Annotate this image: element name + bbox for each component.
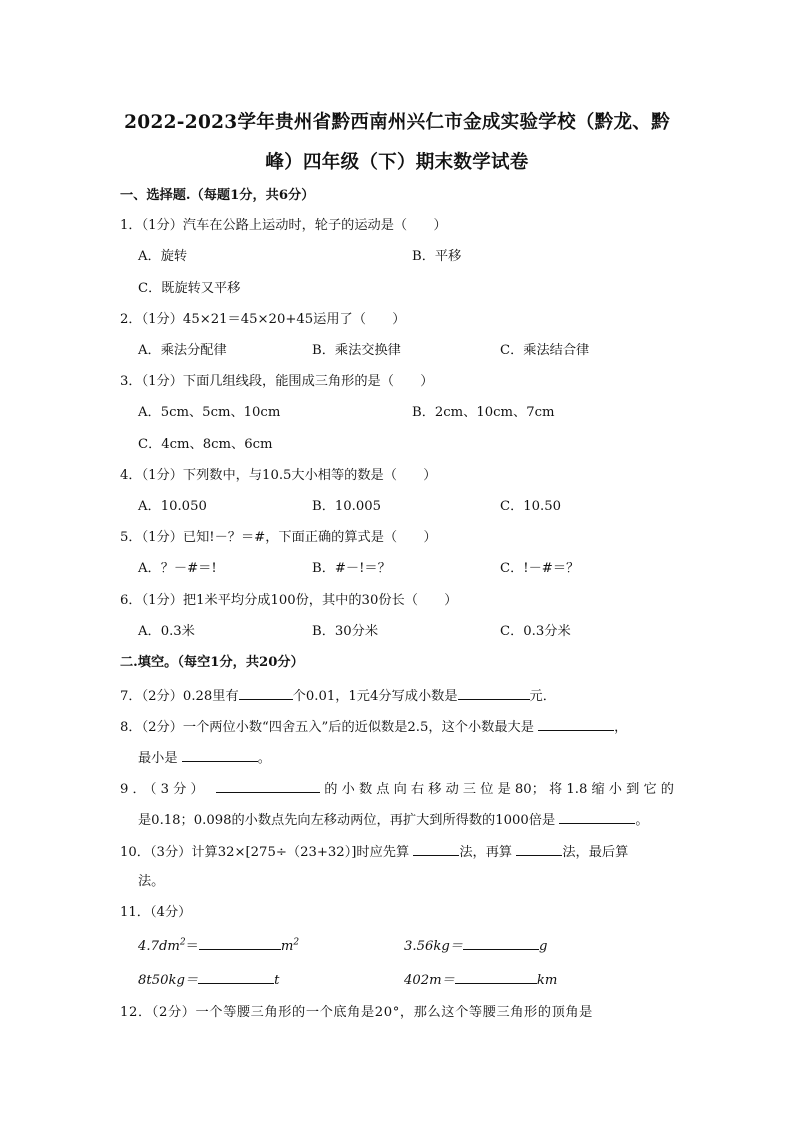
question-11-item-d: 402m＝ km bbox=[404, 970, 557, 990]
question-3-option-c: C．4cm、8cm、6cm bbox=[138, 437, 273, 452]
question-1-option-c: C．既旋转又平移 bbox=[138, 281, 241, 296]
question-5-option-b: B．#－!＝？ bbox=[312, 561, 391, 576]
question-6-stem: 6．（1分）把1米平均分成100份，其中的30份长（ ） bbox=[120, 593, 458, 608]
question-8-line-1 bbox=[120, 717, 627, 737]
answer-blank[interactable] bbox=[182, 748, 258, 762]
section-choice-heading: 一、选择题.（每题1分，共6分） bbox=[120, 188, 315, 203]
question-5-stem: 5．（1分）已知!－？＝#，下面正确的算式是（ ） bbox=[120, 530, 437, 545]
question-2-option-c: C．乘法结合律 bbox=[500, 343, 590, 358]
question-3-option-b: B．2cm、10cm、7cm bbox=[412, 405, 555, 420]
question-6-option-c: C．0.3分米 bbox=[500, 624, 571, 639]
question-6-option-a: A．0.3米 bbox=[138, 624, 195, 639]
question-10-line-2: 法。 bbox=[138, 874, 165, 889]
question-8-text-2: ， bbox=[614, 720, 628, 735]
question-7-text-2: 个0.01，1元4分写成小数是 bbox=[292, 689, 458, 704]
question-11-item-b: 3.56kg＝ g bbox=[404, 936, 547, 956]
question-8-text-4: 。 bbox=[257, 751, 271, 766]
answer-blank[interactable] bbox=[559, 810, 635, 824]
answer-blank[interactable] bbox=[199, 936, 281, 950]
question-9-text-1: 9．（3分） bbox=[120, 782, 208, 797]
question-10-text-1: 10．（3分）计算32×[275÷（23+32）]时应先算 bbox=[120, 845, 410, 860]
question-8-text-1: 8．（2分）一个两位小数“四舍五入”后的近似数是2.5，这个小数最大是 bbox=[120, 720, 534, 735]
question-8-line-2 bbox=[138, 748, 271, 768]
question-9-text-3: 是0.18；0.098的小数点先向左移动两位，再扩大到所得数的1000倍是 bbox=[138, 813, 556, 828]
question-2-option-a: A．乘法分配律 bbox=[138, 343, 227, 358]
answer-blank[interactable] bbox=[216, 779, 320, 793]
question-9-line-1 bbox=[120, 779, 674, 799]
question-11-item-a: $4.7dm^2= m^2$ bbox=[138, 937, 300, 954]
answer-blank[interactable] bbox=[413, 842, 459, 856]
answer-blank[interactable] bbox=[463, 936, 539, 950]
answer-blank[interactable] bbox=[239, 686, 293, 700]
question-4-option-c: C．10.50 bbox=[500, 499, 562, 514]
question-8-text-3: 最小是 bbox=[138, 751, 178, 766]
question-12-stem: 12．（2分）一个等腰三角形的一个底角是20°，那么这个等腰三角形的顶角是 bbox=[120, 1005, 593, 1020]
question-10-line-1 bbox=[120, 842, 628, 862]
question-1-option-b: B．平移 bbox=[412, 249, 462, 264]
question-7-text-1: 7．（2分）0.28里有 bbox=[120, 689, 239, 704]
section-fill-heading: 二.填空。（每空1分，共20分） bbox=[120, 655, 304, 670]
question-3-option-a: A．5cm、5cm、10cm bbox=[138, 405, 281, 420]
answer-blank[interactable] bbox=[538, 717, 614, 731]
question-1-option-a: A．旋转 bbox=[138, 249, 188, 264]
question-5-option-a: A．？－#＝! bbox=[138, 561, 217, 576]
question-9-line-2 bbox=[138, 810, 649, 830]
answer-blank[interactable] bbox=[455, 970, 537, 984]
answer-blank[interactable] bbox=[458, 686, 530, 700]
question-4-option-b: B．10.005 bbox=[312, 499, 382, 514]
question-1-stem: 1．（1分）汽车在公路上运动时，轮子的运动是（ ） bbox=[120, 218, 447, 233]
question-2-stem: 2．（1分）45×21＝45×20+45运用了（ ） bbox=[120, 312, 406, 327]
answer-blank[interactable] bbox=[516, 842, 562, 856]
question-6-option-b: B．30分米 bbox=[312, 624, 379, 639]
question-7 bbox=[120, 686, 556, 706]
question-9-text-4: 。 bbox=[635, 813, 649, 828]
page-title-line1: 2022-2023学年贵州省黔西南州兴仁市金成实验学校（黔龙、黔 bbox=[124, 112, 670, 133]
question-7-text-3: 元． bbox=[529, 689, 556, 704]
question-10-text-3: 法，最后算 bbox=[562, 845, 629, 860]
question-4-option-a: A．10.050 bbox=[138, 499, 207, 514]
question-4-stem: 4．（1分）下列数中，与10.5大小相等的数是（ ） bbox=[120, 468, 437, 483]
page-title-line2: 峰）四年级（下）期末数学试卷 bbox=[265, 152, 529, 173]
answer-blank[interactable] bbox=[198, 970, 274, 984]
question-11-item-c: 8t50kg＝ t bbox=[138, 970, 279, 990]
question-11-stem: 11．（4分） bbox=[120, 905, 192, 920]
question-10-text-2: 法，再算 bbox=[459, 845, 513, 860]
question-2-option-b: B．乘法交换律 bbox=[312, 343, 401, 358]
question-5-option-c: C．!－#＝？ bbox=[500, 561, 580, 576]
question-9-text-2: 的小数点向右移动三位是80；将1.8缩小到它的 bbox=[320, 782, 674, 797]
question-3-stem: 3．（1分）下面几组线段，能围成三角形的是（ ） bbox=[120, 374, 434, 389]
